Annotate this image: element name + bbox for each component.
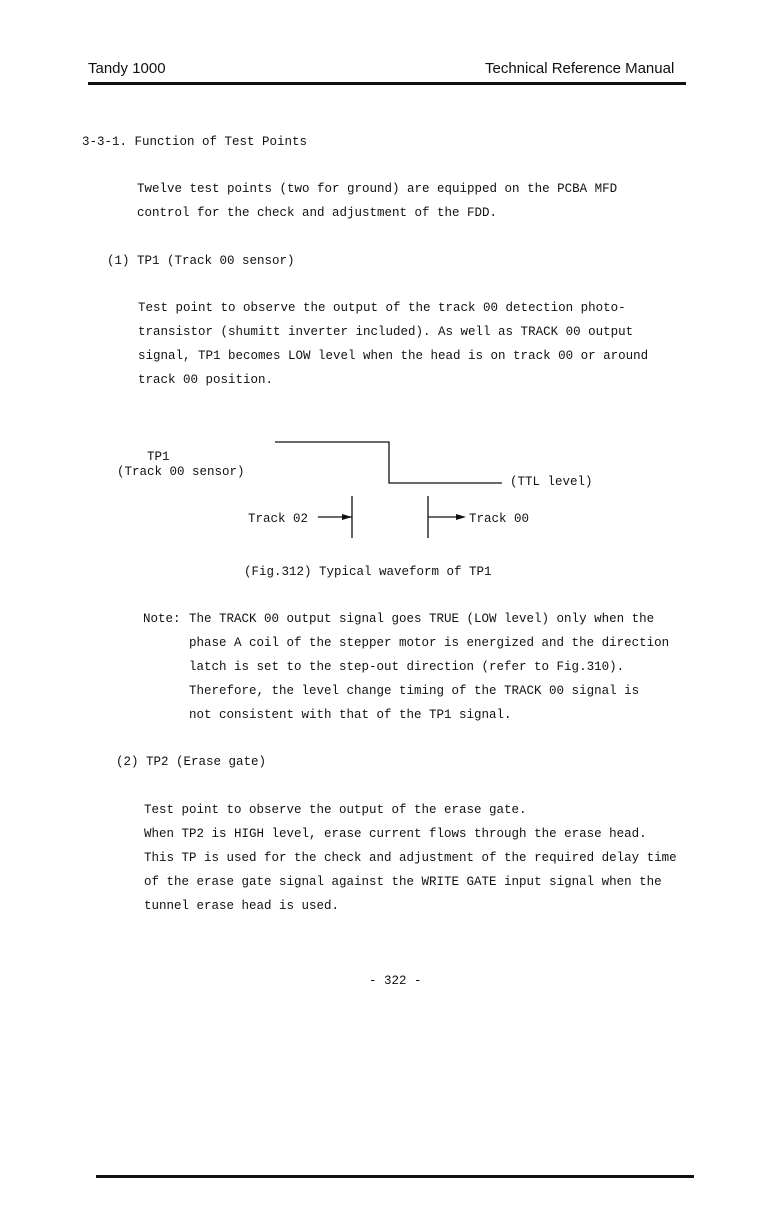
tp2-heading: (2) TP2 (Erase gate)	[116, 755, 267, 769]
intro-line: Twelve test points (two for ground) are equipped on the PCBA MFD	[137, 182, 618, 196]
track00-arrowhead	[456, 514, 466, 520]
tp2-body-line: Test point to observe the output of the erase gate.	[144, 803, 527, 817]
note-line: latch is set to the step-out direction (refer to Fig.310).	[189, 660, 625, 674]
tp1-heading: (1) TP1 (Track 00 sensor)	[107, 254, 295, 268]
header-right: Technical Reference Manual	[485, 60, 675, 77]
page-number: - 322 -	[369, 974, 422, 988]
tp1-body-line: Test point to observe the output of the track 00 detection photo-	[138, 301, 626, 315]
tp2-body-line: When TP2 is HIGH level, erase current flows through the erase head.	[144, 827, 647, 841]
tp1-body-line: transistor (shumitt inverter included). As well as TRACK 00 output	[138, 325, 634, 339]
note-line: The TRACK 00 output signal goes TRUE (LOW level) only when the	[189, 612, 655, 626]
note-prefix: Note:	[143, 612, 181, 626]
figure-track00-label: Track 00	[469, 512, 530, 526]
tp2-body-line: This TP is used for the check and adjustment of the required delay time	[144, 851, 677, 865]
figure-label-sensor: (Track 00 sensor)	[117, 465, 245, 479]
figure-ttl-label: (TTL level)	[510, 475, 593, 489]
figure-label-tp1: TP1	[147, 450, 170, 464]
section-title: 3-3-1. Function of Test Points	[82, 135, 308, 149]
tp2-body-line: of the erase gate signal against the WRITE GATE input signal when the	[144, 875, 662, 889]
track02-arrowhead	[342, 514, 352, 520]
header-left: Tandy 1000	[88, 60, 166, 77]
intro-line: control for the check and adjustment of the FDD.	[137, 206, 498, 220]
note-line: Therefore, the level change timing of the TRACK 00 signal is	[189, 684, 640, 698]
footer-rule	[96, 1175, 694, 1178]
waveform-line	[275, 442, 502, 483]
tp1-body-line: signal, TP1 becomes LOW level when the head is on track 00 or around	[138, 349, 649, 363]
tp2-body-line: tunnel erase head is used.	[144, 899, 340, 913]
figure-caption: (Fig.312) Typical waveform of TP1	[244, 565, 492, 579]
note-line: phase A coil of the stepper motor is energized and the direction	[189, 636, 670, 650]
note-line: not consistent with that of the TP1 signal.	[189, 708, 512, 722]
figure-track02-label: Track 02	[248, 512, 309, 526]
tp1-body-line: track 00 position.	[138, 373, 274, 387]
